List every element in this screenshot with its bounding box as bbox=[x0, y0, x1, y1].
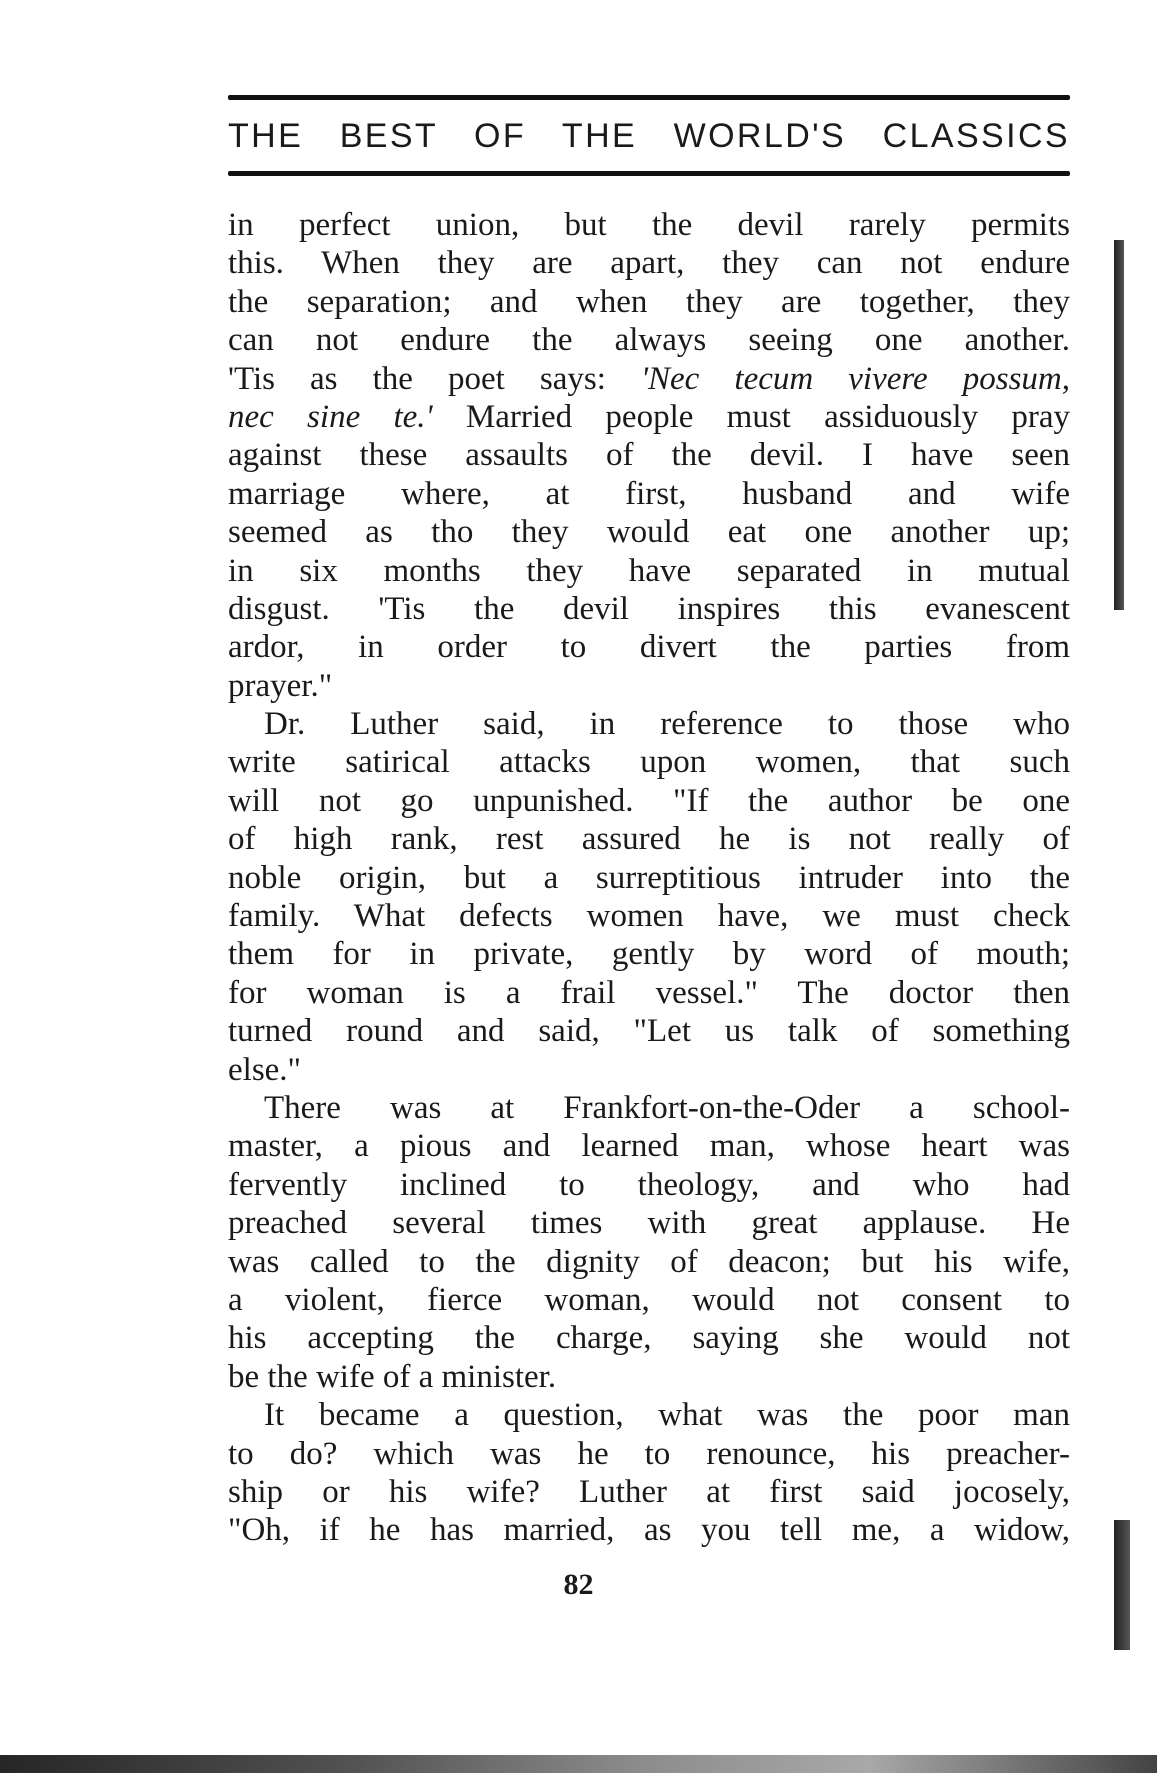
header-rule-top bbox=[228, 95, 1070, 100]
text-line: can not endure the always seeing one another. bbox=[228, 322, 1070, 359]
text-line: turned round and said, "Let us talk of something bbox=[228, 1013, 1070, 1050]
text-line: in perfect union, but the devil rarely permits bbox=[228, 207, 1070, 243]
text-line: in six months they have separated in mutual bbox=[228, 552, 1070, 589]
page-edge-shadow bbox=[1114, 240, 1124, 610]
text-line: of high rank, rest assured he is not really of bbox=[228, 821, 1070, 858]
text-line: else." bbox=[228, 1051, 302, 1088]
text-line: his accepting the charge, saying she would not bbox=[228, 1320, 1070, 1357]
text-line: seemed as tho they would eat one another up; bbox=[228, 514, 1070, 551]
text-line: them for in private, gently by word of mouth; bbox=[228, 936, 1070, 973]
text-line: ship or his wife? Luther at first said jocosely, bbox=[228, 1473, 1070, 1510]
latin-quotation: 'Nec tecum vivere possum, bbox=[640, 360, 1070, 397]
text-line: ardor, in order to divert the parties from bbox=[228, 629, 1070, 666]
text-line: for woman is a frail vessel." The doctor then bbox=[228, 974, 1070, 1011]
running-head: THE BEST OF THE WORLD'S CLASSICS bbox=[228, 117, 1070, 155]
scan-bottom-edge bbox=[0, 1755, 1157, 1773]
text-line: be the wife of a minister. bbox=[228, 1358, 557, 1395]
text-line bbox=[228, 398, 1070, 436]
text-line: disgust. 'Tis the devil inspires this evanescent bbox=[228, 590, 1070, 627]
text-span: Married people must assiduously pray bbox=[432, 398, 1070, 435]
text-line: There was at Frankfort-on-the-Oder a school- bbox=[264, 1089, 1070, 1126]
text-span: 'Tis as the poet says: bbox=[228, 360, 641, 397]
text-line bbox=[228, 360, 1070, 398]
text-line: write satirical attacks upon women, that such bbox=[228, 744, 1070, 781]
text-line: to do? which was he to renounce, his preacher- bbox=[228, 1435, 1070, 1472]
text-line: family. What defects women have, we must check bbox=[228, 898, 1070, 935]
header-rule-bottom bbox=[228, 171, 1070, 176]
text-line: was called to the dignity of deacon; but his wife, bbox=[228, 1243, 1070, 1280]
text-line: It became a question, what was the poor man bbox=[264, 1397, 1070, 1434]
text-line: "Oh, if he has married, as you tell me, a widow, bbox=[228, 1512, 1070, 1549]
text-line: prayer." bbox=[228, 667, 333, 704]
page-number: 82 bbox=[563, 1568, 594, 1601]
text-line: noble origin, but a surreptitious intruder into the bbox=[228, 859, 1070, 896]
latin-quotation: nec sine te.' bbox=[228, 398, 433, 435]
text-line: the separation; and when they are together, they bbox=[228, 283, 1070, 320]
text-line: this. When they are apart, they can not endure bbox=[228, 245, 1070, 282]
text-line: Dr. Luther said, in reference to those who bbox=[264, 706, 1070, 743]
text-line: against these assaults of the devil. I have seen bbox=[228, 437, 1070, 474]
text-line: will not go unpunished. "If the author be one bbox=[228, 782, 1070, 819]
text-line: preached several times with great applause. He bbox=[228, 1205, 1070, 1242]
text-line: a violent, fierce woman, would not consent to bbox=[228, 1281, 1070, 1318]
text-line: fervently inclined to theology, and who had bbox=[228, 1166, 1070, 1203]
text-line: marriage where, at first, husband and wife bbox=[228, 475, 1070, 512]
page-edge-shadow bbox=[1114, 1520, 1130, 1650]
text-line: master, a pious and learned man, whose heart was bbox=[228, 1128, 1070, 1165]
body-text bbox=[228, 206, 1070, 1550]
